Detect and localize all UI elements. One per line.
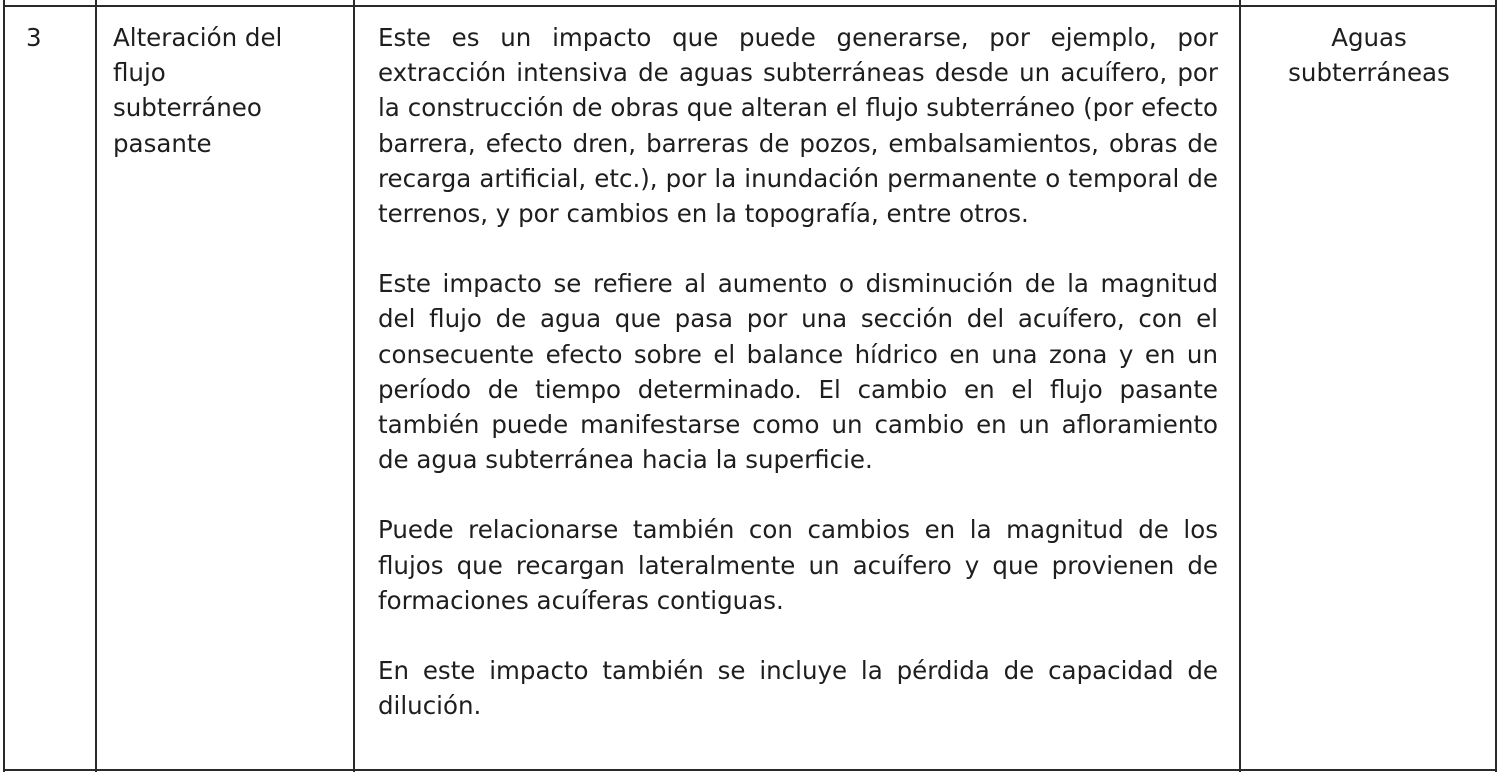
column-divider-1 bbox=[95, 0, 97, 772]
component-cell bbox=[1241, 20, 1497, 90]
description-paragraph: Este es un impacto que puede generarse, por ejemplo, por extracción intensiva de aguas subterráneas desde un acuífero, por la construcción de obras que alteran el flujo subterráneo (por efecto barrera, efecto dren, barreras de pozos, embalsamientos, obras de recarga artificial, etc.), por la inundación permanente o temporal de terrenos, y por cambios en la topografía, entre otros. bbox=[378, 23, 1218, 229]
component-line: Aguas bbox=[1331, 23, 1407, 52]
description-paragraph: Este impacto se refiere al aumento o disminución de la magnitud del flujo de agua que pasa por una sección del acuífero, con el consecuente efecto sobre el balance hídrico en una zona y en un período de tiempo determinado. El cambio en el flujo pasante también puede manifestarse como un cambio en un afloramiento de agua subterránea hacia la superficie. bbox=[378, 269, 1218, 475]
table-right-border bbox=[1495, 0, 1497, 772]
table-bottom-border bbox=[3, 769, 1497, 771]
impact-name-line: Alteración del bbox=[113, 23, 283, 52]
impact-name-line: subterráneo bbox=[113, 93, 262, 123]
table-top-border bbox=[3, 5, 1497, 7]
table-left-border bbox=[3, 0, 5, 772]
row-number: 3 bbox=[26, 23, 42, 52]
impact-name-cell bbox=[113, 20, 338, 161]
impact-name-line: pasante bbox=[113, 128, 212, 158]
row-number-cell bbox=[26, 20, 76, 55]
impact-name-line: flujo bbox=[113, 58, 166, 88]
description-paragraph: Puede relacionarse también con cambios en la magnitud de los flujos que recargan lateralmente un acuífero y que provienen de formaciones acuíferas contiguas. bbox=[378, 515, 1218, 615]
column-divider-2 bbox=[353, 0, 355, 772]
description-paragraph: En este impacto también se incluye la pérdida de capacidad de dilución. bbox=[378, 656, 1218, 721]
impact-description-cell bbox=[378, 20, 1218, 723]
column-divider-3 bbox=[1239, 0, 1241, 772]
component-line: subterráneas bbox=[1288, 58, 1450, 88]
